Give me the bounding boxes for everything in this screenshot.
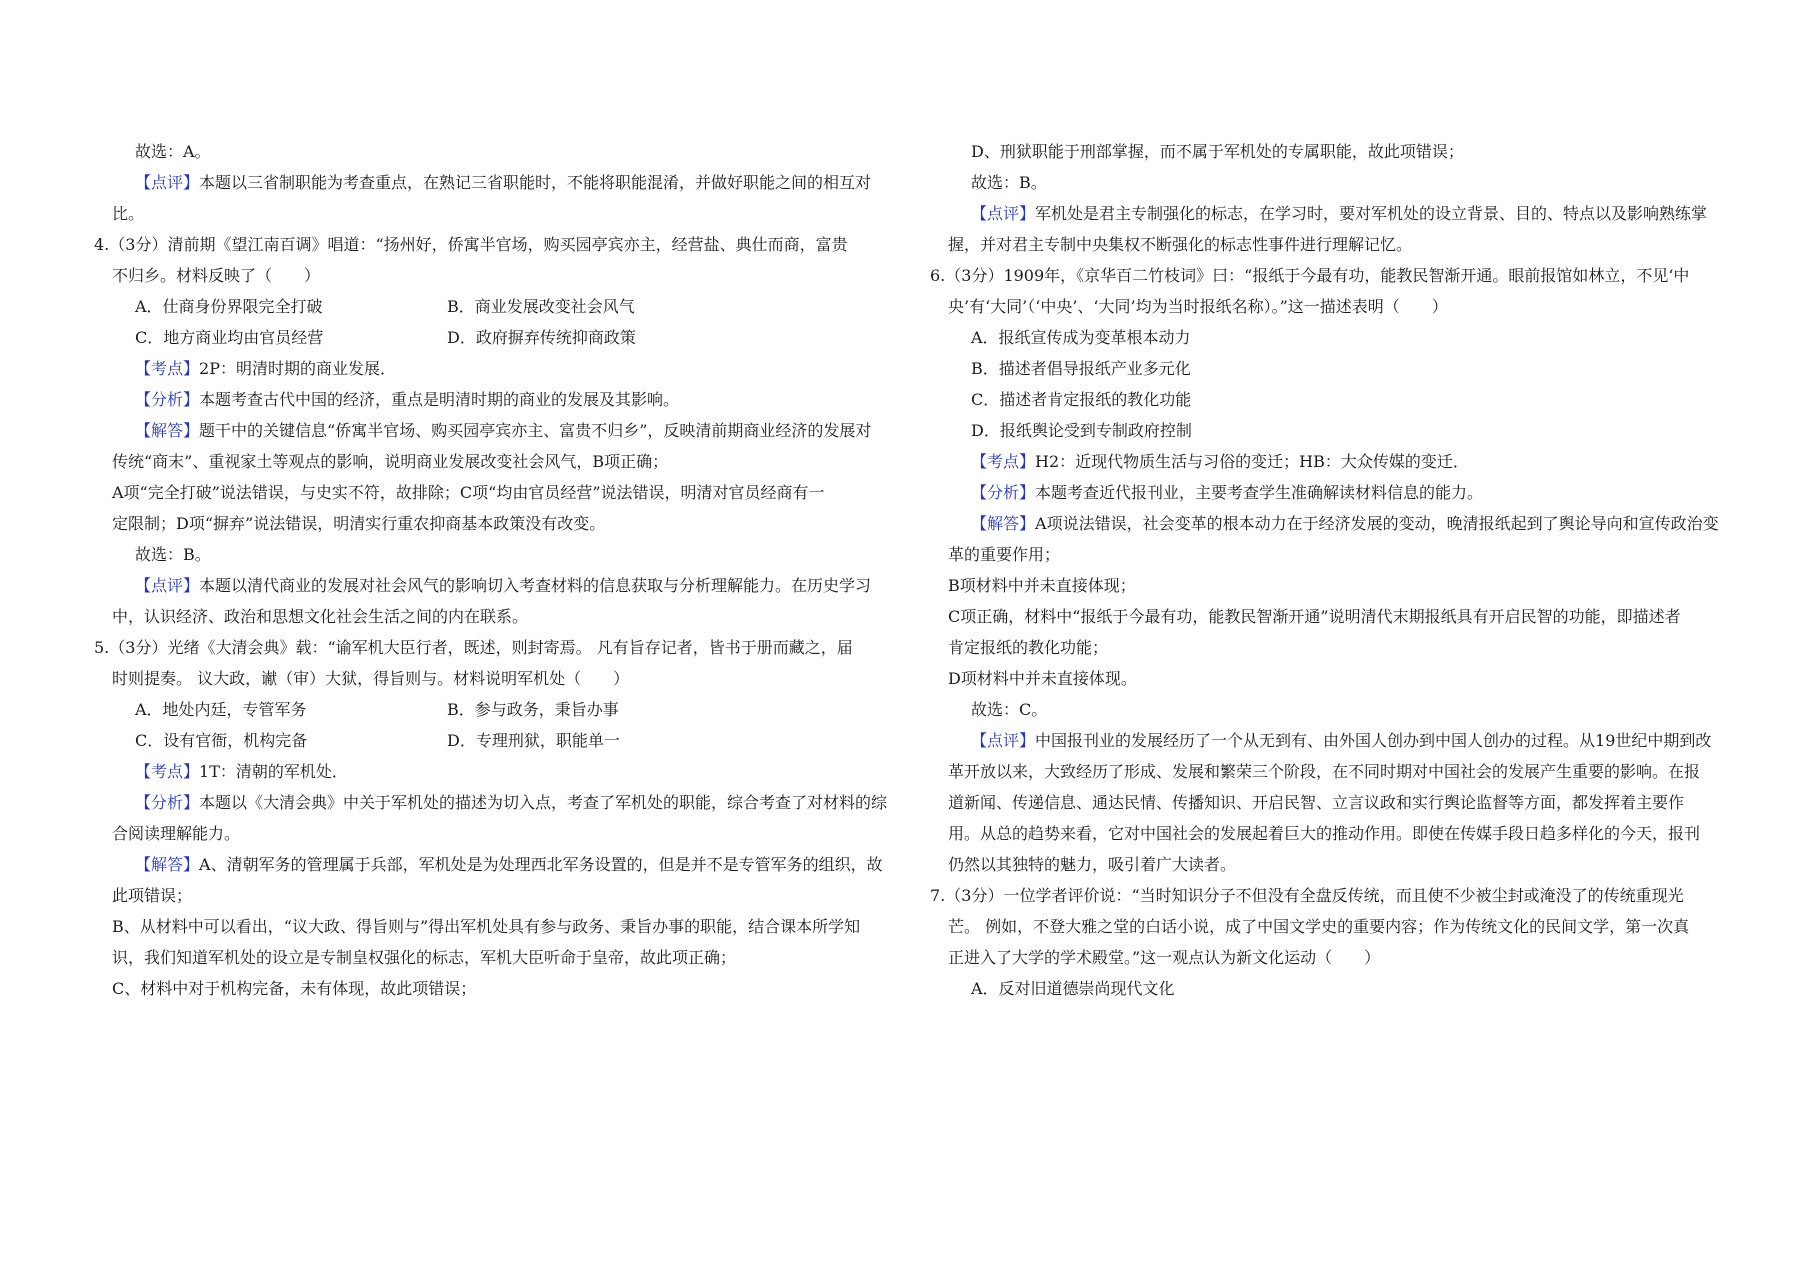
review-tag: 【点评】: [135, 576, 200, 595]
q6-answer: [948, 512, 1720, 536]
q5-point: [112, 760, 900, 784]
q3-choice: 故选：A。: [135, 142, 211, 161]
q5-answer: [112, 853, 900, 877]
q3-review-cont: 比。: [112, 204, 145, 223]
q4-point-text: 2P：明清时期的商业发展．: [199, 359, 396, 378]
q5-review: [948, 202, 1720, 226]
review-tag: 【点评】: [971, 204, 1036, 223]
point-tag: 【考点】: [135, 762, 200, 781]
q6-stem-cont: 央’有‘大同’（‘中央’、‘大同’均为当时报纸名称）。”这一描述表明（ ）: [948, 297, 1448, 316]
review-tag: 【点评】: [971, 731, 1036, 750]
q4-review-text: 本题以清代商业的发展对社会风气的影响切入考查材料的信息获取与分析理解能力。在历史学习: [199, 576, 872, 595]
q4-option-b: B．商业发展改变社会风气: [447, 297, 635, 316]
q6-review-cont: 革开放以来，大致经历了形成、发展和繁荣三个阶段，在不同时期对中国社会的发展产生重要的影响。在报: [948, 762, 1701, 781]
q4-options-row1: [112, 295, 900, 319]
q3-review: [112, 171, 900, 195]
q4-choice: 故选：B。: [135, 545, 211, 564]
q6-answer-cont: B项材料中并未直接体现；: [948, 576, 1136, 595]
q4-answer-cont: A项“完全打破”说法错误，与史实不符，故排除；C项“均由官员经营”说法错误，明清对官员经商有一: [112, 483, 825, 502]
q5-answer-cont: 此项错误；: [112, 886, 193, 905]
q5-analysis: [112, 791, 900, 815]
q5-stem-cont: 时则提奏。 议大政，谳（审）大狱，得旨则与。材料说明军机处（ ）: [112, 669, 630, 688]
q4-answer-cont: 定限制；D项“摒弃”说法错误，明清实行重农抑商基本政策没有改变。: [112, 514, 606, 533]
q7-stem: 7.（3分）一位学者评价说：“当时知识分子不但没有全盘反传统，而且使不少被尘封或淹没了的传统重现光: [930, 886, 1684, 905]
q5-review-cont: 握，并对君主专制中央集权不断强化的标志性事件进行理解记忆。: [948, 235, 1413, 254]
q5-stem: 5.（3分）光绪《大清会典》载：“谕军机大臣行者，既述，则封寄焉。 凡有旨存记者，皆书于册而藏之，届: [94, 638, 853, 657]
review-tag: 【点评】: [135, 173, 200, 192]
q6-point: [948, 450, 1720, 474]
q6-choice: 故选：C。: [971, 700, 1048, 719]
answer-tag: 【解答】: [135, 855, 200, 874]
q6-option-b: B．描述者倡导报纸产业多元化: [971, 359, 1191, 378]
q4-point: [112, 357, 900, 381]
q5-analysis-cont: 合阅读理解能力。: [112, 824, 241, 843]
q4-option-c: C．地方商业均由官员经营: [135, 328, 324, 347]
q6-answer-cont: 革的重要作用；: [948, 545, 1061, 564]
q5-answer-cont: B、从材料中可以看出，“议大政、得旨则与”得出军机处具有参与政务、秉旨办事的职能，结合课本所学知: [112, 917, 861, 936]
q4-stem-cont: 不归乡。材料反映了（ ）: [112, 266, 321, 285]
q3-review-text: 本题以三省制职能为考查重点，在熟记三省职能时，不能将职能混淆，并做好职能之间的相互对: [199, 173, 872, 192]
q6-review: [948, 729, 1720, 753]
q4-analysis: [112, 388, 900, 412]
q5-answer-cont: 识，我们知道军机处的设立是专制皇权强化的标志，军机大臣听命于皇帝，故此项正确；: [112, 948, 737, 967]
q4-answer: [112, 419, 900, 443]
q5-option-c: C．设有官衙，机构完备: [135, 731, 308, 750]
q5-answer-text: A、清朝军务的管理属于兵部，军机处是为处理西北军务设置的，但是并不是专管军务的组织，故: [199, 855, 883, 874]
q6-review-cont: 仍然以其独特的魅力，吸引着广大读者。: [948, 855, 1237, 874]
q4-analysis-text: 本题考查古代中国的经济，重点是明清时期的商业的发展及其影响。: [199, 390, 680, 409]
q5-options-row2: [112, 729, 900, 753]
q5-option-a: A．地处内廷，专管军务: [135, 700, 307, 719]
analysis-tag: 【分析】: [971, 483, 1036, 502]
q6-answer-cont: C项正确，材料中“报纸于今最有功，能教民智渐开通”说明清代末期报纸具有开启民智的功能，即描述者: [948, 607, 1681, 626]
q6-option-a: A．报纸宣传成为变革根本动力: [971, 328, 1191, 347]
q5-choice: 故选：B。: [971, 173, 1047, 192]
q5-options-row1: [112, 698, 900, 722]
q5-option-d: D．专理刑狱，职能单一: [447, 731, 620, 750]
q7-stem-cont: 正进入了大学的学术殿堂。”这一观点认为新文化运动（ ）: [948, 948, 1381, 967]
q6-review-cont: 道新闻、传递信息、通达民情、传播知识、开启民智、立言议政和实行舆论监督等方面，都发挥着主要作: [948, 793, 1685, 812]
q6-answer-cont: D项材料中并未直接体现。: [948, 669, 1137, 688]
q5-option-b: B．参与政务，秉旨办事: [447, 700, 619, 719]
q6-review-text: 中国报刊业的发展经历了一个从无到有、由外国人创办到中国人创办的过程。从19世纪中期到改: [1035, 731, 1712, 750]
answer-tag: 【解答】: [135, 421, 200, 440]
q4-answer-text: 题干中的关键信息“侨寓半官场、购买园亭宾亦主、富贵不归乡”，反映清前期商业经济的发展对: [199, 421, 872, 440]
q4-option-d: D．政府摒弃传统抑商政策: [447, 328, 636, 347]
q6-option-c: C．描述者肯定报纸的教化功能: [971, 390, 1192, 409]
q4-review-cont: 中，认识经济、政治和思想文化社会生活之间的内在联系。: [112, 607, 529, 626]
q4-option-a: A．仕商身份界限完全打破: [135, 297, 323, 316]
q6-analysis-text: 本题考查近代报刊业，主要考查学生准确解读材料信息的能力。: [1035, 483, 1484, 502]
q4-options-row2: [112, 326, 900, 350]
q5-answer-d: D、刑狱职能于刑部掌握，而不属于军机处的专属职能，故此项错误；: [971, 142, 1464, 161]
q4-stem: 4.（3分）清前期《望江南百调》唱道：“扬州好，侨寓半官场，购买园亭宾亦主，经营盐、典仕而商，富贵: [94, 235, 848, 254]
q5-answer-cont: C、材料中对于机构完备，未有体现，故此项错误；: [112, 979, 477, 998]
q5-point-text: 1T：清朝的军机处．: [199, 762, 348, 781]
analysis-tag: 【分析】: [135, 390, 200, 409]
q6-answer-cont: 肯定报纸的教化功能；: [948, 638, 1109, 657]
q6-analysis: [948, 481, 1720, 505]
q5-analysis-text: 本题以《大清会典》中关于军机处的描述为切入点，考查了军机处的职能，综合考查了对材料的综: [199, 793, 888, 812]
q6-review-cont: 用。从总的趋势来看，它对中国社会的发展起着巨大的推动作用。即使在传媒手段日趋多样化的今天，报刊: [948, 824, 1701, 843]
q7-option-a: A．反对旧道德崇尚现代文化: [971, 979, 1175, 998]
point-tag: 【考点】: [135, 359, 200, 378]
answer-tag: 【解答】: [971, 514, 1036, 533]
q6-option-d: D．报纸舆论受到专制政府控制: [971, 421, 1192, 440]
point-tag: 【考点】: [971, 452, 1036, 471]
q4-answer-cont: 传统“商末”、重视家土等观点的影响，说明商业发展改变社会风气，B项正确；: [112, 452, 669, 471]
q5-review-text: 军机处是君主专制强化的标志，在学习时，要对军机处的设立背景、目的、特点以及影响熟练掌: [1035, 204, 1708, 223]
q6-stem: 6.（3分）1909年，《京华百二竹枝词》曰：“报纸于今最有功，能教民智渐开通。眼前报馆如林立，不见‘中: [930, 266, 1690, 285]
q6-point-text: H2：近现代物质生活与习俗的变迁；HB：大众传媒的变迁．: [1035, 452, 1469, 471]
analysis-tag: 【分析】: [135, 793, 200, 812]
q6-answer-text: A项说法错误，社会变革的根本动力在于经济发展的变动，晚清报纸起到了舆论导向和宣传政治变: [1035, 514, 1719, 533]
q7-stem-cont: 芒。 例如，不登大雅之堂的白话小说，成了中国文学史的重要内容；作为传统文化的民间文学，第一次真: [948, 917, 1690, 936]
q4-review: [112, 574, 900, 598]
